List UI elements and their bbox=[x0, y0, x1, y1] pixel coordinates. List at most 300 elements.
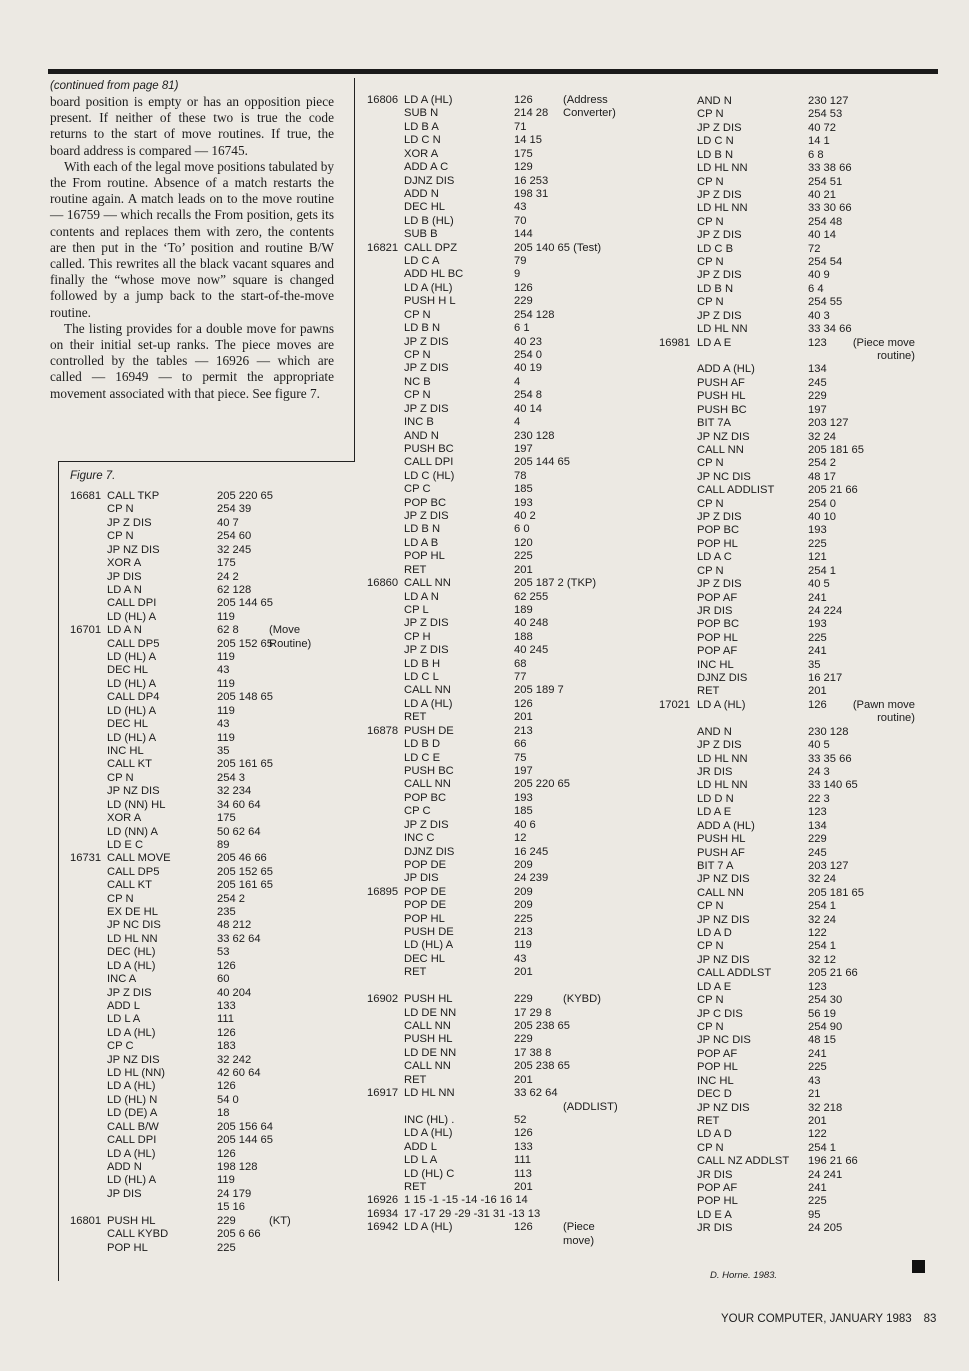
line-mnemonic: JP NZ DIS bbox=[697, 430, 750, 443]
line-mnemonic: INC HL bbox=[697, 658, 734, 671]
line-code: 35 bbox=[808, 658, 821, 671]
line-code: 24 239 bbox=[514, 872, 549, 885]
table-values: 1 15 -1 -15 -14 -16 16 14 bbox=[404, 1194, 528, 1207]
table-address: 16926 bbox=[367, 1194, 399, 1207]
magazine-issue: YOUR COMPUTER, JANUARY 1983 bbox=[721, 1313, 912, 1325]
line-mnemonic: LD E A bbox=[697, 1208, 732, 1221]
line-code: 119 bbox=[514, 939, 532, 952]
line-code: 17 29 8 bbox=[514, 1006, 552, 1019]
line-code: 111 bbox=[514, 1154, 532, 1167]
line-code: 193 bbox=[808, 618, 827, 631]
line-code: 4 bbox=[514, 375, 521, 388]
line-mnemonic: LD B N bbox=[404, 322, 441, 335]
line-address: 16917 bbox=[367, 1087, 399, 1100]
line-code: 205 161 65 bbox=[217, 879, 273, 892]
line-mnemonic: CP N bbox=[107, 771, 134, 784]
line-code: 241 bbox=[808, 591, 827, 604]
line-code: 203 127 bbox=[808, 859, 849, 872]
line-address: 16895 bbox=[367, 885, 399, 898]
line-code: 225 bbox=[514, 912, 533, 925]
box-border bbox=[58, 461, 59, 1281]
line-address: 16902 bbox=[367, 993, 399, 1006]
line-code: 111 bbox=[217, 1013, 235, 1026]
line-code: 4 bbox=[514, 416, 521, 429]
line-code: 40 204 bbox=[217, 986, 252, 999]
line-mnemonic: POP AF bbox=[697, 1047, 738, 1060]
line-mnemonic: JP NC DIS bbox=[697, 470, 751, 483]
line-mnemonic: LD (HL) A bbox=[107, 677, 157, 690]
line-mnemonic: POP BC bbox=[697, 618, 740, 631]
line-code: 43 bbox=[217, 718, 230, 731]
line-code: 122 bbox=[808, 927, 827, 940]
line-mnemonic: RET bbox=[404, 1073, 427, 1086]
line-mnemonic: LD (HL) C bbox=[404, 1167, 455, 1180]
line-code: 126 bbox=[217, 1080, 236, 1093]
line-mnemonic: INC B bbox=[404, 416, 434, 429]
line-code: 229 bbox=[514, 993, 533, 1006]
line-address: 16942 bbox=[367, 1221, 399, 1234]
line-code: 122 bbox=[808, 1128, 827, 1141]
line-mnemonic: POP HL bbox=[697, 631, 738, 644]
line-mnemonic: JP Z DIS bbox=[404, 644, 449, 657]
line-mnemonic: PUSH BC bbox=[404, 765, 454, 777]
line-code: 40 72 bbox=[808, 121, 836, 134]
line-code: 229 bbox=[808, 390, 827, 403]
line-code: 32 218 bbox=[808, 1101, 843, 1114]
line-code: 32 234 bbox=[217, 785, 252, 798]
line-mnemonic: LD A N bbox=[107, 624, 142, 637]
line-mnemonic: JP NC DIS bbox=[107, 919, 161, 932]
line-mnemonic: LD HL NN bbox=[404, 1087, 455, 1100]
line-code: 254 0 bbox=[808, 497, 836, 510]
line-mnemonic: CALL ADDLST bbox=[697, 967, 772, 980]
line-mnemonic: LD B N bbox=[404, 523, 441, 536]
line-code: 229 bbox=[514, 295, 533, 308]
line-mnemonic: LD DE NN bbox=[404, 1006, 457, 1019]
line-mnemonic: RET bbox=[697, 1114, 720, 1127]
line-mnemonic: DJNZ DIS bbox=[697, 672, 748, 685]
line-mnemonic: CP C bbox=[404, 805, 431, 818]
line-code: 40 21 bbox=[808, 188, 836, 201]
line-code: 230 127 bbox=[808, 95, 849, 107]
line-mnemonic: CALL DPZ bbox=[404, 241, 458, 254]
line-address: 16878 bbox=[367, 724, 399, 737]
line-mnemonic: LD A D bbox=[697, 927, 732, 940]
author-credit: D. Horne. 1983. bbox=[710, 1270, 778, 1281]
line-code: 12 bbox=[514, 832, 527, 845]
line-code: 254 3 bbox=[217, 771, 245, 784]
line-code: 254 90 bbox=[808, 1020, 843, 1033]
line-mnemonic: PUSH HL bbox=[404, 993, 453, 1006]
line-code: 209 bbox=[514, 858, 533, 871]
line-mnemonic: PUSH AF bbox=[697, 846, 745, 859]
line-mnemonic: SUB N bbox=[404, 107, 439, 120]
line-mnemonic: LD C B bbox=[697, 242, 734, 255]
line-code: 18 bbox=[217, 1107, 230, 1120]
line-code: 33 34 66 bbox=[808, 323, 852, 336]
line-mnemonic: AND N bbox=[697, 95, 732, 107]
line-code: 79 bbox=[514, 255, 527, 268]
line-mnemonic: LD A (HL) bbox=[697, 698, 746, 711]
line-mnemonic: DEC HL bbox=[404, 952, 446, 965]
line-code: 24 241 bbox=[808, 1168, 843, 1181]
line-mnemonic: CP N bbox=[697, 1020, 724, 1033]
line-code: 205 144 65 bbox=[217, 597, 273, 610]
line-code: 205 187 2 (TKP) bbox=[514, 577, 597, 590]
line-mnemonic: POP BC bbox=[404, 791, 447, 804]
line-comment: (KT) bbox=[269, 1214, 291, 1227]
line-mnemonic: JP NZ DIS bbox=[107, 543, 160, 556]
line-mnemonic: POP AF bbox=[697, 591, 738, 604]
line-code: 205 161 65 bbox=[217, 758, 273, 771]
line-code: 205 144 65 bbox=[217, 1134, 273, 1147]
line-mnemonic: LD L A bbox=[107, 1013, 141, 1026]
line-mnemonic: LD E C bbox=[107, 838, 144, 851]
line-mnemonic: CALL NN bbox=[404, 778, 451, 791]
line-mnemonic: LD (HL) A bbox=[404, 939, 454, 952]
line-code: 77 bbox=[514, 671, 527, 684]
line-mnemonic: POP AF bbox=[697, 645, 738, 658]
intro-paragraph: board position is empty or has an opposition piece present. If neither of these two is true the code returns to the start of move routines. If true, the board address is compared — 16745. bbox=[50, 94, 334, 158]
line-mnemonic: LD A E bbox=[697, 806, 732, 819]
line-mnemonic: LD A (HL) bbox=[404, 1127, 453, 1140]
line-mnemonic: JP Z DIS bbox=[697, 511, 742, 524]
line-code: 225 bbox=[217, 1241, 236, 1254]
line-mnemonic: CP N bbox=[697, 564, 724, 577]
line-mnemonic: CP N bbox=[697, 900, 724, 913]
line-mnemonic: INC HL bbox=[697, 1074, 734, 1087]
line-mnemonic: POP HL bbox=[697, 537, 738, 550]
line-mnemonic: CP L bbox=[404, 603, 429, 616]
line-mnemonic: PUSH HL bbox=[697, 390, 746, 403]
line-mnemonic: JP Z DIS bbox=[107, 516, 152, 529]
line-mnemonic: INC C bbox=[404, 832, 435, 845]
line-code: 33 30 66 bbox=[808, 202, 852, 215]
line-mnemonic: JP Z DIS bbox=[697, 121, 742, 134]
line-mnemonic: JP Z DIS bbox=[404, 362, 449, 375]
line-mnemonic: JP DIS bbox=[107, 1187, 142, 1200]
line-code: 209 bbox=[514, 885, 533, 898]
line-address: 16981 bbox=[659, 336, 691, 349]
line-code: 230 128 bbox=[514, 429, 555, 442]
line-code: 16 253 bbox=[514, 174, 549, 187]
line-code: 201 bbox=[808, 685, 827, 698]
line-code: 198 128 bbox=[217, 1161, 258, 1173]
line-mnemonic: RET bbox=[697, 685, 720, 698]
line-code: 40 2 bbox=[514, 510, 536, 523]
line-mnemonic: LD C A bbox=[404, 255, 440, 268]
line-code: 213 bbox=[514, 724, 533, 737]
line-mnemonic: CALL NN bbox=[404, 1019, 451, 1032]
line-code: 205 21 66 bbox=[808, 967, 858, 980]
line-code: 225 bbox=[808, 1195, 827, 1208]
line-code: 24 205 bbox=[808, 1222, 843, 1235]
line-code: 205 21 66 bbox=[808, 484, 858, 497]
line-mnemonic: DEC D bbox=[697, 1088, 732, 1101]
line-mnemonic: LD A B bbox=[404, 536, 439, 549]
line-code: 254 1 bbox=[808, 940, 836, 953]
line-mnemonic: LD D N bbox=[697, 792, 734, 805]
line-code: 52 bbox=[514, 1113, 527, 1126]
line-code: 245 bbox=[808, 846, 827, 859]
line-code: 254 51 bbox=[808, 175, 843, 188]
line-code: 214 28 bbox=[514, 107, 549, 120]
line-code: 245 bbox=[808, 376, 827, 389]
line-mnemonic: LD A E bbox=[697, 980, 732, 993]
line-code: 175 bbox=[514, 147, 533, 160]
line-code: 35 bbox=[217, 744, 230, 757]
line-code: 254 0 bbox=[514, 348, 542, 361]
line-mnemonic: POP BC bbox=[404, 496, 447, 509]
line-code: 229 bbox=[514, 1033, 533, 1046]
line-mnemonic: LD C N bbox=[697, 135, 734, 148]
line-code: 16 217 bbox=[808, 672, 843, 685]
line-code: 33 140 65 bbox=[808, 779, 858, 792]
table-address: 16934 bbox=[367, 1207, 399, 1220]
line-mnemonic: EX DE HL bbox=[107, 906, 158, 919]
line-code: 24 3 bbox=[808, 766, 830, 778]
line-code: 22 3 bbox=[808, 792, 830, 805]
line-code: 40 245 bbox=[514, 644, 549, 657]
line-code: 205 148 65 bbox=[217, 691, 273, 704]
line-code: 43 bbox=[808, 1074, 821, 1087]
line-code: 66 bbox=[514, 738, 527, 751]
line-code: 225 bbox=[808, 1061, 827, 1074]
line-mnemonic: LD A (HL) bbox=[107, 1147, 156, 1160]
line-code: 6 8 bbox=[808, 148, 824, 161]
line-mnemonic: LD (NN) A bbox=[107, 825, 158, 838]
line-address: 17021 bbox=[659, 698, 691, 711]
line-mnemonic: LD (HL) A bbox=[107, 610, 157, 623]
line-code: 209 bbox=[514, 899, 533, 912]
line-code: 121 bbox=[808, 551, 827, 564]
line-comment: (Piece move) bbox=[563, 1221, 595, 1247]
line-mnemonic: JP NZ DIS bbox=[107, 1053, 160, 1066]
line-mnemonic: CALL DP5 bbox=[107, 865, 160, 878]
line-code: 254 2 bbox=[808, 457, 836, 470]
line-mnemonic: CP N bbox=[107, 530, 134, 543]
line-mnemonic: POP HL bbox=[107, 1241, 148, 1254]
line-mnemonic: JP DIS bbox=[107, 570, 142, 583]
line-code: 205 144 65 bbox=[514, 456, 570, 469]
line-mnemonic: LD B H bbox=[404, 657, 441, 670]
line-code: 40 5 bbox=[808, 739, 830, 752]
line-mnemonic: XOR A bbox=[107, 812, 142, 825]
line-mnemonic: JR DIS bbox=[697, 1222, 733, 1235]
line-mnemonic: RET bbox=[404, 1181, 427, 1194]
line-code: 254 1 bbox=[808, 1141, 836, 1154]
line-code: 201 bbox=[808, 1114, 827, 1127]
line-code: 254 53 bbox=[808, 108, 843, 121]
line-code: 32 24 bbox=[808, 873, 836, 886]
intro-paragraph: With each of the legal move positions tabulated by the From routine. Absence of a match restarts the routine again. A match leads on to the move routine — 16759 — which recalls the From position, gets its contents and replaces them with zero, the contents are then put in the ‘To’ position and routine B/W called. This rewrites all the black vacant squares and finally the “whose move now” square is changed followed by a jump back to the start-of-the-move routine. bbox=[50, 158, 334, 320]
line-mnemonic: CALL B/W bbox=[107, 1120, 159, 1133]
line-mnemonic: ADD HL BC bbox=[404, 268, 464, 281]
line-mnemonic: CP N bbox=[697, 940, 724, 953]
line-address: 16681 bbox=[70, 490, 102, 502]
line-code: 198 31 bbox=[514, 187, 549, 200]
line-code: 201 bbox=[514, 563, 533, 576]
line-code: 6 0 bbox=[514, 523, 530, 536]
line-mnemonic: CP N bbox=[107, 892, 134, 905]
page-number: 83 bbox=[923, 1313, 937, 1325]
line-code: 254 30 bbox=[808, 994, 843, 1007]
line-mnemonic: JP Z DIS bbox=[404, 818, 449, 831]
line-code: 230 128 bbox=[808, 725, 849, 738]
line-mnemonic: CP N bbox=[697, 457, 724, 470]
line-code: 205 181 65 bbox=[808, 886, 864, 899]
line-code: 123 bbox=[808, 806, 827, 819]
line-code: 205 238 65 bbox=[514, 1060, 570, 1073]
line-mnemonic: DEC (HL) bbox=[107, 946, 156, 959]
line-code: 24 179 bbox=[217, 1187, 252, 1200]
line-mnemonic: CALL DP5 bbox=[107, 637, 160, 650]
line-code: 183 bbox=[217, 1040, 236, 1053]
line-code: 205 152 65 bbox=[217, 637, 273, 650]
line-mnemonic: LD HL NN bbox=[697, 202, 748, 215]
line-code: 14 15 bbox=[514, 134, 542, 147]
line-mnemonic: POP DE bbox=[404, 885, 447, 898]
line-mnemonic: LD L A bbox=[404, 1154, 438, 1167]
top-rule bbox=[48, 69, 938, 74]
line-code: 48 15 bbox=[808, 1034, 836, 1047]
line-code: 193 bbox=[514, 791, 533, 804]
line-code: 119 bbox=[217, 677, 235, 690]
line-code: 32 12 bbox=[808, 953, 836, 966]
line-address: 16801 bbox=[70, 1214, 102, 1227]
line-mnemonic: PUSH BC bbox=[697, 403, 747, 416]
line-mnemonic: BIT 7A bbox=[697, 417, 731, 430]
line-code: 119 bbox=[217, 731, 235, 744]
line-mnemonic: AND N bbox=[697, 725, 732, 738]
line-code: 205 140 65 (Test) bbox=[514, 241, 602, 254]
line-code: 205 46 66 bbox=[217, 852, 267, 865]
line-mnemonic: CP N bbox=[697, 1141, 724, 1154]
line-code: 15 16 bbox=[217, 1201, 245, 1214]
line-code: 205 220 65 bbox=[514, 778, 570, 791]
line-mnemonic: POP HL bbox=[404, 912, 445, 925]
line-mnemonic: ADD N bbox=[107, 1161, 142, 1173]
line-mnemonic: LD A (HL) bbox=[404, 1221, 453, 1234]
line-mnemonic: CP N bbox=[404, 348, 431, 361]
line-code: 34 60 64 bbox=[217, 798, 261, 811]
line-mnemonic: CP N bbox=[697, 994, 724, 1007]
line-code: 126 bbox=[217, 1026, 236, 1039]
line-code: 68 bbox=[514, 657, 527, 670]
line-code: 197 bbox=[514, 442, 533, 455]
line-mnemonic: LD B A bbox=[404, 120, 439, 133]
line-mnemonic: LD B D bbox=[404, 738, 441, 751]
line-code: 126 bbox=[514, 697, 533, 710]
intro-paragraph: The listing provides for a double move for pawns on their initial set-up ranks. The piece moves are controlled by the tables — 16926 — which are called — 16949 — to permit the appropriate movement associated with that piece. See figure 7. bbox=[50, 320, 334, 401]
line-code: 6 1 bbox=[514, 322, 530, 335]
line-mnemonic: ADD N bbox=[404, 187, 439, 200]
line-mnemonic: NC B bbox=[404, 375, 431, 388]
line-code: 21 bbox=[808, 1088, 821, 1101]
line-mnemonic: INC A bbox=[107, 973, 137, 986]
line-code: 119 bbox=[217, 610, 235, 623]
line-mnemonic: LD B N bbox=[697, 148, 734, 161]
line-code: 40 14 bbox=[808, 229, 836, 242]
line-code: 126 bbox=[514, 1127, 533, 1140]
line-code: 9 bbox=[514, 268, 521, 281]
line-code: 16 245 bbox=[514, 845, 549, 858]
line-code: 254 39 bbox=[217, 503, 252, 516]
line-code: 205 220 65 bbox=[217, 490, 273, 502]
end-mark bbox=[912, 1260, 925, 1273]
line-code: 119 bbox=[217, 1174, 235, 1187]
line-code: 144 bbox=[514, 228, 533, 241]
line-mnemonic: JP Z DIS bbox=[404, 402, 449, 415]
line-mnemonic: JP NZ DIS bbox=[697, 873, 750, 886]
line-code: 254 54 bbox=[808, 256, 843, 269]
line-mnemonic: LD A N bbox=[107, 583, 142, 596]
line-code: 129 bbox=[514, 161, 533, 174]
line-mnemonic: LD A E bbox=[697, 336, 732, 349]
line-mnemonic: LD HL (NN) bbox=[107, 1067, 166, 1080]
line-mnemonic: LD DE NN bbox=[404, 1046, 457, 1059]
line-mnemonic: PUSH HL bbox=[107, 1214, 156, 1227]
line-mnemonic: CALL ADDLIST bbox=[697, 484, 775, 497]
line-code: 205 181 65 bbox=[808, 443, 864, 456]
box-border bbox=[58, 461, 355, 462]
line-mnemonic: CALL NN bbox=[404, 577, 451, 590]
line-mnemonic: DEC HL bbox=[107, 664, 149, 677]
line-mnemonic: PUSH DE bbox=[404, 926, 454, 939]
line-mnemonic: CALL NN bbox=[404, 684, 451, 697]
line-mnemonic: CALL NZ ADDLST bbox=[697, 1155, 790, 1168]
line-comment: (Move Routine) bbox=[269, 624, 312, 650]
line-address: 16860 bbox=[367, 577, 399, 590]
line-code: 14 1 bbox=[808, 135, 830, 148]
line-code: 235 bbox=[217, 906, 236, 919]
line-code: 193 bbox=[514, 496, 533, 509]
line-code: 126 bbox=[217, 959, 236, 972]
line-code: 254 8 bbox=[514, 389, 542, 402]
line-code: 54 0 bbox=[217, 1093, 239, 1106]
line-mnemonic: PUSH HL bbox=[697, 833, 746, 846]
line-mnemonic: LD (HL) A bbox=[107, 731, 157, 744]
line-mnemonic: JP Z DIS bbox=[697, 578, 742, 591]
line-code: 193 bbox=[808, 524, 827, 537]
line-mnemonic: PUSH DE bbox=[404, 724, 454, 737]
table-values: 17 -17 29 -29 -31 31 -13 13 bbox=[404, 1207, 541, 1220]
line-code: 189 bbox=[514, 603, 533, 616]
line-mnemonic: CALL NN bbox=[404, 1060, 451, 1073]
line-mnemonic: LD A (HL) bbox=[404, 697, 453, 710]
line-code: 120 bbox=[514, 536, 533, 549]
line-code: 225 bbox=[808, 631, 827, 644]
line-mnemonic: LD A (HL) bbox=[107, 1080, 156, 1093]
line-mnemonic: CP N bbox=[697, 256, 724, 269]
line-mnemonic: LD A D bbox=[697, 1128, 732, 1141]
line-code: 17 38 8 bbox=[514, 1046, 552, 1059]
line-code: 71 bbox=[514, 120, 527, 133]
line-mnemonic: JR DIS bbox=[697, 604, 733, 617]
line-code: 185 bbox=[514, 805, 533, 818]
line-code: 254 48 bbox=[808, 215, 843, 228]
line-code: 24 2 bbox=[217, 570, 239, 583]
line-code: 123 bbox=[808, 980, 827, 993]
line-code: 40 10 bbox=[808, 511, 836, 524]
line-mnemonic: POP BC bbox=[697, 524, 740, 537]
line-mnemonic: AND N bbox=[404, 429, 439, 442]
line-mnemonic: LD A (HL) bbox=[404, 94, 453, 106]
line-mnemonic: CALL TKP bbox=[107, 490, 160, 502]
line-mnemonic: CP H bbox=[404, 630, 431, 643]
line-mnemonic: POP AF bbox=[697, 1182, 738, 1195]
line-mnemonic: LD HL NN bbox=[697, 752, 748, 765]
